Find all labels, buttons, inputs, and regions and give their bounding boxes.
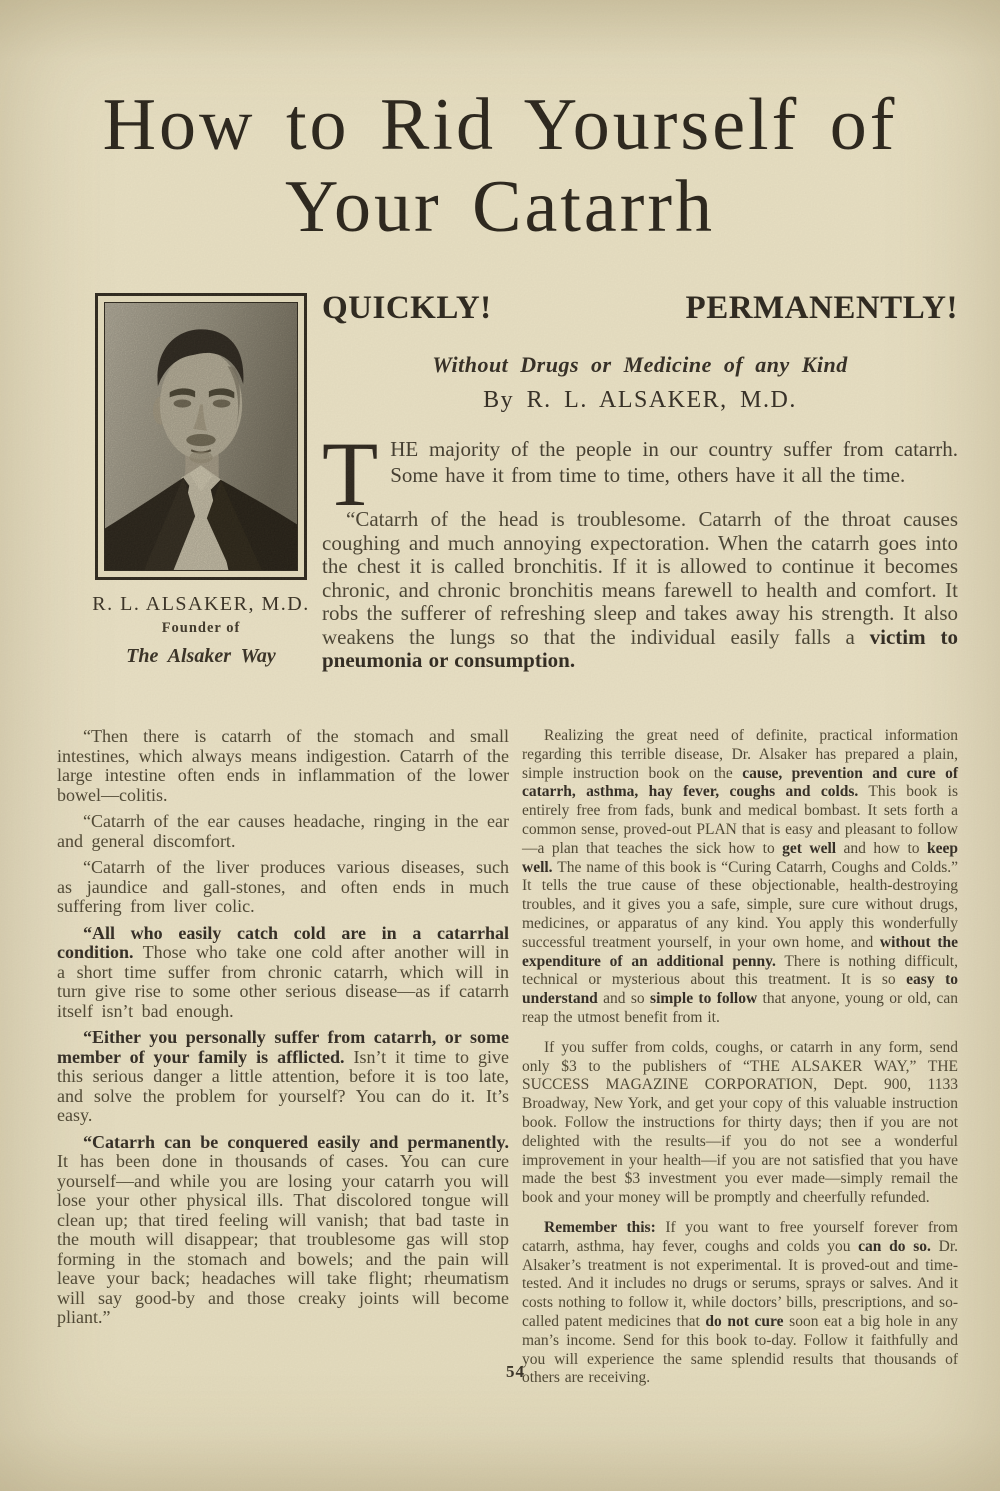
left-column: [57, 727, 509, 1399]
title-line-2: Your Catarrh: [284, 166, 716, 248]
paragraph: Realizing the great need of definite, practical information regarding this terrible disease, Dr. Alsaker has prepared a plain, simple instruction book on the cause, prevention and cure of catarrh, asthma, hay fever, coughs and colds. This book is entirely free from fads, bunk and medical bombast. It sets forth a common sense, proved-out PLAN that is easy and pleasant to follow—a plan that teaches the sick how to get well and how to keep well. The name of this book is “Curing Catarrh, Coughs and Colds.” It tells the true cause of these objectionable, health-destroying troubles, and it gives you a safe, simple, sure cure without drugs, medicines, or apparatus of any kind. You apply this wonderfully successful treatment yourself, in your own home, and without the expenditure of an additional penny. There is nothing difficult, technical or mysterious about this treatment. It is so easy to understand and so simple to follow that anyone, young or old, can reap the utmost benefit from it.: [522, 727, 958, 1026]
title-line-1: How to Rid Yourself of: [102, 84, 898, 166]
lead-paragraph: [322, 423, 958, 525]
intro-paragraph: “Catarrh of the head is troublesome. Catarrh of the throat causes coughing and much annoying expectoration. When the catarrh goes into the chest it is called bronchitis. If it is allowed to continue it becomes chronic, and chronic bronchitis means farewell to health and comfort. It robs the sufferer of refreshing sleep and takes away his strength. It also weakens the lungs so that the individual easily falls a victim to pneumonia or consumption.: [322, 507, 958, 672]
right-column: [522, 727, 958, 1399]
portrait-illustration: [105, 303, 297, 570]
two-column-body: [57, 727, 958, 1399]
caption-name: R. L. ALSAKER, M.D.: [92, 593, 310, 615]
page-title: [0, 84, 1000, 248]
caption-work-title: The Alsaker Way: [126, 645, 276, 667]
paragraph: If you suffer from colds, coughs, or catarrh in any form, send only $3 to the publishers of “THE ALSAKER WAY,” THE SUCCESS MAGAZINE CORPORATION, Dept. 900, 1133 Broadway, New York, and get your copy of this valuable instruction book. Follow the instructions for thirty days; then if you are not delighted with the results—if you do not see a wonderful improvement in your health—if you are not satisfied that you have made the best $3 investment you ever made—simply remail the book and your money will be promptly and cheerfully refunded.: [522, 1038, 958, 1207]
quickly-heading: QUICKLY!: [322, 290, 492, 326]
photo-caption: [88, 593, 314, 668]
byline: By R. L. ALSAKER, M.D.: [483, 387, 797, 413]
paragraph: “All who easily catch cold are in a catarrhal condition. Those who take one cold after another will in a short time suffer from chronic catarrh, which will in turn give rise to some other serious disease—as if catarrh itself isn’t bad enough.: [57, 922, 509, 1021]
dropcap-letter: T: [322, 423, 379, 525]
permanently-heading: PERMANENTLY!: [685, 290, 958, 326]
paragraph: “Catarrh can be conquered easily and permanently. It has been done in thousands of cases. You can cure yourself—and while you are losing your catarrh you will lose your other physical ills. That discolored tongue will clean up; that tired feeling will vanish; that bad taste in the mouth will disappear; that troublesome gas will stop forming in the stomach and bowels; and the pain will leave your back; headaches will take flight; rheumatism will say good-by and those creaky joints will become pliant.”: [57, 1131, 509, 1327]
intro-section: [322, 292, 958, 673]
paragraph: “Either you personally suffer from catarrh, or some member of your family is afflicted. Isn’t it time to give this serious danger a little attention, before it is too late, and solve the problem for yourself? You can do it. It’s easy.: [57, 1027, 509, 1125]
tagline: Without Drugs or Medicine of any Kind: [432, 352, 848, 377]
paragraph: “Catarrh of the liver produces various diseases, such as jaundice and gall-stones, and often ends in much suffering from liver colic.: [57, 857, 509, 916]
caption-founder-of: Founder of: [161, 620, 241, 636]
paragraph: “Catarrh of the ear causes headache, ringing in the ear and general discomfort.: [57, 811, 509, 851]
portrait-photo-frame: [95, 293, 307, 580]
portrait-photo: [104, 302, 298, 571]
lead-paragraph-text: HE majority of the people in our country suffer from catarrh. Some have it from time to time, others have it all the time.: [390, 437, 958, 487]
paragraph: “Then there is catarrh of the stomach and small intestines, which always means indigestion. Catarrh of the large intestine often ends in inflammation of the lower bowel—colitis.: [57, 726, 509, 805]
page-number: 54: [506, 1362, 525, 1381]
headline-row: [322, 292, 958, 325]
paragraph: Remember this: If you want to free yourself forever from catarrh, asthma, hay fever, coughs and colds you can do so. Dr. Alsaker’s treatment is not experimental. It is proved-out and time-tested. And it includes no drugs or serums, sprays or salves. And it costs nothing to follow it, while doctors’ bills, prescriptions, and so-called patent medicines that do not cure soon eat a big hole in any man’s income. Send for this book to-day. Follow it faithfully and you will experience the same splendid results that thousands of others are receiving.: [522, 1218, 959, 1387]
